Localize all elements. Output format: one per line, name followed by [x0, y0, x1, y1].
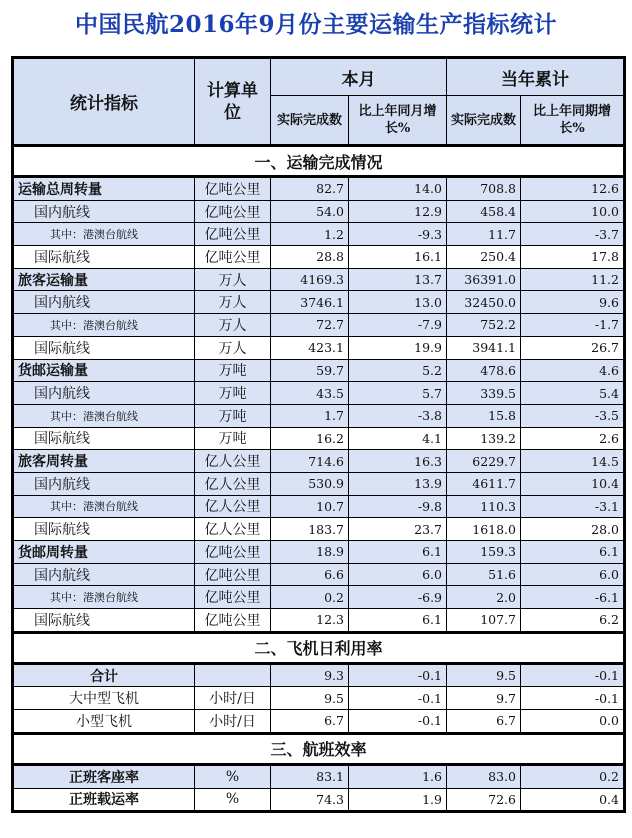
ytd-actual: 4611.7 — [447, 472, 521, 495]
month-actual: 16.2 — [271, 427, 349, 450]
ytd-growth: -3.5 — [521, 404, 625, 427]
section-title: 二、飞机日利用率 — [13, 632, 625, 663]
indicator-name: 合计 — [13, 663, 195, 687]
table-row — [13, 541, 625, 564]
indicator-name: 其中：港澳台航线 — [13, 586, 195, 609]
month-growth: 5.7 — [349, 382, 447, 405]
month-growth: 19.9 — [349, 336, 447, 359]
indicator-name: 国内航线 — [13, 472, 195, 495]
indicator-name: 其中：港澳台航线 — [13, 495, 195, 518]
indicator-name: 其中：港澳台航线 — [13, 223, 195, 246]
ytd-growth: 10.4 — [521, 472, 625, 495]
month-growth: 6.0 — [349, 563, 447, 586]
header-indicator: 统计指标 — [13, 58, 195, 146]
ytd-actual: 478.6 — [447, 359, 521, 382]
month-actual: 10.7 — [271, 495, 349, 518]
ytd-growth: 6.1 — [521, 541, 625, 564]
unit-cell: 亿吨公里 — [195, 609, 271, 633]
unit-cell: 亿人公里 — [195, 518, 271, 541]
indicator-name: 旅客运输量 — [13, 268, 195, 291]
table-row — [13, 246, 625, 269]
table-row — [13, 291, 625, 314]
table-row — [13, 495, 625, 518]
ytd-actual: 1618.0 — [447, 518, 521, 541]
month-growth: 13.9 — [349, 472, 447, 495]
header-month-growth: 比上年同月增长% — [349, 96, 447, 146]
ytd-actual: 2.0 — [447, 586, 521, 609]
ytd-actual: 339.5 — [447, 382, 521, 405]
indicator-name: 运输总周转量 — [13, 177, 195, 201]
unit-cell: 万人 — [195, 268, 271, 291]
indicator-name: 国内航线 — [13, 563, 195, 586]
ytd-actual: 11.7 — [447, 223, 521, 246]
table-row — [13, 427, 625, 450]
section-header — [13, 632, 625, 663]
month-growth: 1.6 — [349, 764, 447, 788]
month-growth: 1.9 — [349, 788, 447, 812]
indicator-name: 国内航线 — [13, 382, 195, 405]
month-actual: 6.6 — [271, 563, 349, 586]
table-row — [13, 336, 625, 359]
ytd-growth: 0.2 — [521, 764, 625, 788]
ytd-actual: 6.7 — [447, 710, 521, 734]
ytd-actual: 458.4 — [447, 200, 521, 223]
month-growth: 16.3 — [349, 450, 447, 473]
indicator-name: 国内航线 — [13, 200, 195, 223]
ytd-actual: 139.2 — [447, 427, 521, 450]
month-growth: 13.0 — [349, 291, 447, 314]
ytd-growth: -6.1 — [521, 586, 625, 609]
month-actual: 82.7 — [271, 177, 349, 201]
indicator-name: 大中型飞机 — [13, 687, 195, 710]
ytd-growth: -3.1 — [521, 495, 625, 518]
month-actual: 28.8 — [271, 246, 349, 269]
ytd-actual: 250.4 — [447, 246, 521, 269]
ytd-actual: 15.8 — [447, 404, 521, 427]
month-actual: 714.6 — [271, 450, 349, 473]
indicator-name: 其中：港澳台航线 — [13, 404, 195, 427]
header-ytd-actual: 实际完成数 — [447, 96, 521, 146]
unit-cell: 万人 — [195, 314, 271, 337]
ytd-growth: 5.4 — [521, 382, 625, 405]
indicator-name: 国内航线 — [13, 291, 195, 314]
month-actual: 9.5 — [271, 687, 349, 710]
ytd-growth: 14.5 — [521, 450, 625, 473]
month-growth: -9.3 — [349, 223, 447, 246]
month-growth: 4.1 — [349, 427, 447, 450]
table-row — [13, 359, 625, 382]
unit-cell: 万人 — [195, 291, 271, 314]
month-actual: 4169.3 — [271, 268, 349, 291]
ytd-actual: 107.7 — [447, 609, 521, 633]
indicator-name: 正班载运率 — [13, 788, 195, 812]
header-month: 本月 — [271, 58, 447, 96]
ytd-actual: 159.3 — [447, 541, 521, 564]
ytd-actual: 32450.0 — [447, 291, 521, 314]
month-actual: 183.7 — [271, 518, 349, 541]
ytd-growth: 9.6 — [521, 291, 625, 314]
month-actual: 9.3 — [271, 663, 349, 687]
ytd-growth: -3.7 — [521, 223, 625, 246]
unit-cell: 亿吨公里 — [195, 586, 271, 609]
month-actual: 54.0 — [271, 200, 349, 223]
statistics-table — [11, 56, 626, 813]
month-growth: 13.7 — [349, 268, 447, 291]
table-row — [13, 382, 625, 405]
ytd-growth: 6.2 — [521, 609, 625, 633]
unit-cell: % — [195, 764, 271, 788]
ytd-growth: -0.1 — [521, 663, 625, 687]
ytd-growth: 12.6 — [521, 177, 625, 201]
ytd-growth: 0.0 — [521, 710, 625, 734]
unit-cell: 亿吨公里 — [195, 563, 271, 586]
month-actual: 0.2 — [271, 586, 349, 609]
unit-cell: 亿吨公里 — [195, 200, 271, 223]
ytd-actual: 708.8 — [447, 177, 521, 201]
indicator-name: 国际航线 — [13, 427, 195, 450]
unit-cell: 亿吨公里 — [195, 223, 271, 246]
table-row — [13, 663, 625, 687]
month-actual: 18.9 — [271, 541, 349, 564]
indicator-name: 国际航线 — [13, 336, 195, 359]
unit-cell: % — [195, 788, 271, 812]
table-row — [13, 450, 625, 473]
indicator-name: 国际航线 — [13, 518, 195, 541]
table-row — [13, 223, 625, 246]
unit-cell: 亿吨公里 — [195, 246, 271, 269]
month-growth: 12.9 — [349, 200, 447, 223]
table-row — [13, 314, 625, 337]
month-growth: 16.1 — [349, 246, 447, 269]
month-actual: 423.1 — [271, 336, 349, 359]
unit-cell: 亿吨公里 — [195, 541, 271, 564]
ytd-actual: 3941.1 — [447, 336, 521, 359]
header-ytd: 当年累计 — [447, 58, 625, 96]
ytd-growth: 10.0 — [521, 200, 625, 223]
month-actual: 43.5 — [271, 382, 349, 405]
unit-cell: 小时/日 — [195, 687, 271, 710]
indicator-name: 货邮运输量 — [13, 359, 195, 382]
unit-cell: 万吨 — [195, 359, 271, 382]
indicator-name: 正班客座率 — [13, 764, 195, 788]
ytd-actual: 9.5 — [447, 663, 521, 687]
ytd-actual: 9.7 — [447, 687, 521, 710]
table-row — [13, 710, 625, 734]
month-growth: -3.8 — [349, 404, 447, 427]
indicator-name: 货邮周转量 — [13, 541, 195, 564]
ytd-growth: -0.1 — [521, 687, 625, 710]
ytd-growth: 0.4 — [521, 788, 625, 812]
ytd-growth: 26.7 — [521, 336, 625, 359]
table-row — [13, 268, 625, 291]
header-month-actual: 实际完成数 — [271, 96, 349, 146]
indicator-name: 小型飞机 — [13, 710, 195, 734]
indicator-name: 国际航线 — [13, 246, 195, 269]
ytd-growth: 17.8 — [521, 246, 625, 269]
ytd-growth: 6.0 — [521, 563, 625, 586]
unit-cell: 万人 — [195, 336, 271, 359]
unit-cell — [195, 663, 271, 687]
month-actual: 1.7 — [271, 404, 349, 427]
table-row — [13, 177, 625, 201]
month-growth: 6.1 — [349, 541, 447, 564]
ytd-actual: 752.2 — [447, 314, 521, 337]
ytd-actual: 51.6 — [447, 563, 521, 586]
table-row — [13, 788, 625, 812]
ytd-growth: -1.7 — [521, 314, 625, 337]
table-row — [13, 472, 625, 495]
month-growth: -6.9 — [349, 586, 447, 609]
table-row — [13, 518, 625, 541]
ytd-growth: 2.6 — [521, 427, 625, 450]
month-growth: -9.8 — [349, 495, 447, 518]
month-actual: 59.7 — [271, 359, 349, 382]
header-ytd-growth: 比上年同期增长% — [521, 96, 625, 146]
unit-cell: 亿人公里 — [195, 495, 271, 518]
month-growth: -0.1 — [349, 663, 447, 687]
month-actual: 72.7 — [271, 314, 349, 337]
indicator-name: 国际航线 — [13, 609, 195, 633]
table-row — [13, 200, 625, 223]
section-header — [13, 733, 625, 764]
month-actual: 1.2 — [271, 223, 349, 246]
unit-cell: 万吨 — [195, 427, 271, 450]
table-row — [13, 563, 625, 586]
section-title: 一、运输完成情况 — [13, 146, 625, 177]
month-actual: 3746.1 — [271, 291, 349, 314]
unit-cell: 亿人公里 — [195, 472, 271, 495]
month-growth: 14.0 — [349, 177, 447, 201]
month-growth: 5.2 — [349, 359, 447, 382]
ytd-actual: 83.0 — [447, 764, 521, 788]
ytd-actual: 6229.7 — [447, 450, 521, 473]
indicator-name: 旅客周转量 — [13, 450, 195, 473]
unit-cell: 小时/日 — [195, 710, 271, 734]
page-title: 中国民航2016年9月份主要运输生产指标统计 — [74, 11, 558, 38]
unit-cell: 亿吨公里 — [195, 177, 271, 201]
table-row — [13, 609, 625, 633]
month-actual: 12.3 — [271, 609, 349, 633]
month-actual: 83.1 — [271, 764, 349, 788]
ytd-growth: 4.6 — [521, 359, 625, 382]
month-actual: 6.7 — [271, 710, 349, 734]
header-unit: 计算单位 — [195, 58, 271, 146]
month-growth: -7.9 — [349, 314, 447, 337]
unit-cell: 万吨 — [195, 382, 271, 405]
section-title: 三、航班效率 — [13, 733, 625, 764]
table-row — [13, 687, 625, 710]
table-row — [13, 404, 625, 427]
ytd-growth: 28.0 — [521, 518, 625, 541]
ytd-growth: 11.2 — [521, 268, 625, 291]
ytd-actual: 72.6 — [447, 788, 521, 812]
month-actual: 530.9 — [271, 472, 349, 495]
ytd-actual: 110.3 — [447, 495, 521, 518]
unit-cell: 万吨 — [195, 404, 271, 427]
table-row — [13, 764, 625, 788]
month-growth: 23.7 — [349, 518, 447, 541]
month-actual: 74.3 — [271, 788, 349, 812]
month-growth: 6.1 — [349, 609, 447, 633]
indicator-name: 其中：港澳台航线 — [13, 314, 195, 337]
unit-cell: 亿人公里 — [195, 450, 271, 473]
ytd-actual: 36391.0 — [447, 268, 521, 291]
section-header — [13, 146, 625, 177]
month-growth: -0.1 — [349, 710, 447, 734]
table-row — [13, 586, 625, 609]
month-growth: -0.1 — [349, 687, 447, 710]
